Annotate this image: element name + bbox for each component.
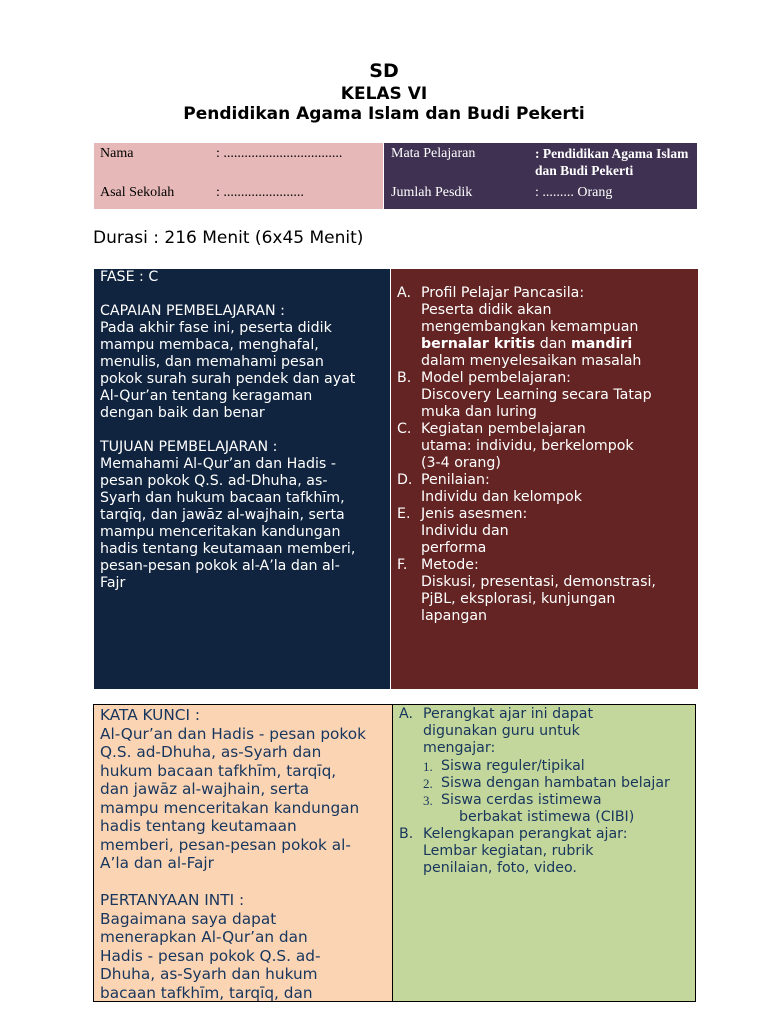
fase-text: FASE : C — [100, 269, 159, 285]
capaian-line: dengan baik dan benar — [100, 405, 265, 421]
class-title: KELAS VI — [340, 84, 428, 104]
pertanyaan-inti-line: Dhuha, as-Syarh dan hukum — [100, 965, 318, 983]
tujuan-line: Fajr — [100, 575, 126, 591]
asal-sekolah-value: : ....................... — [216, 185, 304, 200]
jumlah-pesdik-value: : ......... Orang — [535, 185, 613, 200]
list-line: mengajar: — [423, 740, 496, 756]
list-line: utama: individu, berkelompok — [421, 438, 634, 454]
capaian-line: mampu membaca, menghafal, — [100, 337, 319, 353]
list-line: Siswa cerdas istimewa — [441, 792, 602, 808]
capaian-line: Pada akhir fase ini, peserta didik — [100, 320, 332, 336]
tujuan-line: Memahami Al-Qur’an dan Hadis - — [100, 456, 336, 472]
list-item — [397, 472, 694, 506]
list-line: Perangkat ajar ini dapat — [423, 706, 594, 722]
info-table-right — [384, 143, 697, 209]
list-marker: E. — [397, 506, 411, 522]
list-marker: A. — [399, 706, 413, 722]
list-line: Individu dan kelompok — [421, 489, 582, 505]
capaian-line: pokok surah surah pendek dan ayat — [100, 371, 356, 387]
capaian-tujuan-box — [94, 269, 390, 689]
list-line: Siswa reguler/tipikal — [441, 758, 585, 774]
list-line: Model pembelajaran: — [421, 370, 571, 386]
numbered-item — [423, 775, 693, 792]
numbered-item — [423, 758, 693, 775]
list-marker: F. — [397, 557, 408, 573]
subject-title: Pendidikan Agama Islam dan Budi Pekerti — [183, 104, 585, 124]
capaian-line: Al-Qur’an tentang keragaman — [100, 388, 313, 404]
list-line-part: dan — [535, 336, 571, 352]
tujuan-line: hadis tentang keutamaan memberi, — [100, 541, 356, 557]
tujuan-line: tarqīq, dan jawāz al-wajhain, serta — [100, 507, 345, 523]
list-item — [397, 506, 694, 557]
list-line: Siswa dengan hambatan belajar — [441, 775, 670, 791]
list-line: lapangan — [421, 608, 488, 624]
list-item — [397, 421, 694, 472]
list-item — [397, 285, 694, 370]
duration-text: Durasi : 216 Menit (6x45 Menit) — [93, 228, 364, 248]
kata-kunci-line: mampu menceritakan kandungan — [100, 798, 360, 817]
list-line: Penilaian: — [421, 472, 490, 488]
info-table-left — [94, 143, 383, 209]
kata-kunci-box — [93, 704, 393, 1002]
list-line: Lembar kegiatan, rubrik — [423, 843, 594, 859]
list-line: PjBL, eksplorasi, kunjungan — [421, 591, 616, 607]
list-item — [399, 826, 693, 877]
mapel-value-line2: dan Budi Pekerti — [535, 163, 634, 178]
mapel-label: Mata Pelajaran — [391, 146, 476, 161]
school-level-title: SD — [369, 60, 399, 82]
kata-kunci-heading: KATA KUNCI : — [100, 706, 200, 724]
list-line: digunakan guru untuk — [423, 723, 580, 739]
list-line — [421, 336, 694, 353]
list-item — [397, 370, 694, 421]
tujuan-line: pesan pokok Q.S. ad-Dhuha, as- — [100, 473, 328, 489]
list-line: Kegiatan pembelajaran — [421, 421, 586, 437]
list-marker: B. — [397, 370, 412, 386]
list-line: (3-4 orang) — [421, 455, 501, 471]
pertanyaan-inti-line: Hadis - pesan pokok Q.S. ad- — [100, 946, 321, 965]
capaian-heading: CAPAIAN PEMBELAJARAN : — [100, 303, 285, 319]
nama-value: : .................................. — [216, 146, 343, 161]
list-line: Peserta didik akan — [421, 302, 552, 318]
list-line: Metode: — [421, 557, 479, 573]
mapel-value-line1: : Pendidikan Agama Islam — [535, 146, 689, 161]
list-line: Individu dan — [421, 523, 509, 539]
tujuan-line: pesan-pesan pokok al-A’la dan al- — [100, 558, 340, 574]
list-line: muka dan luring — [421, 404, 537, 420]
list-line: dalam menyelesaikan masalah — [421, 353, 642, 369]
list-marker: D. — [397, 472, 413, 488]
list-marker: C. — [397, 421, 412, 437]
list-item — [397, 557, 694, 625]
bold-text: bernalar kritis — [421, 336, 536, 352]
list-marker: A. — [397, 285, 411, 301]
kata-kunci-line: memberi, pesan-pesan pokok al- — [100, 835, 351, 854]
tujuan-line: Syarh dan hukum bacaan tafkhīm, — [100, 490, 345, 506]
pertanyaan-inti-line: bacaan tafkhīm, tarqīq, dan — [100, 983, 313, 1002]
kata-kunci-line: Q.S. ad-Dhuha, as-Syarh dan — [100, 743, 322, 761]
pertanyaan-inti-heading: PERTANYAAN INTI : — [100, 891, 245, 909]
list-line: Profil Pelajar Pancasila: — [421, 285, 585, 301]
kata-kunci-line: A’la dan al-Fajr — [100, 854, 214, 872]
kata-kunci-line: hukum bacaan tafkhīm, tarqīq, — [100, 761, 337, 780]
list-line: Jenis asesmen: — [421, 506, 528, 522]
list-line: penilaian, foto, video. — [423, 860, 577, 876]
perangkat-ajar-box — [392, 704, 696, 1002]
number-marker: 2. — [423, 776, 433, 791]
numbered-item — [423, 792, 693, 826]
profil-model-box — [391, 269, 698, 689]
pertanyaan-inti-line: menerapkan Al-Qur’an dan — [100, 928, 308, 946]
bold-text: mandiri — [570, 336, 633, 352]
list-line: performa — [421, 540, 487, 556]
asal-sekolah-label: Asal Sekolah — [100, 185, 175, 200]
list-line: Kelengkapan perangkat ajar: — [423, 826, 628, 842]
tujuan-heading: TUJUAN PEMBELAJARAN : — [100, 439, 278, 455]
list-line: mengembangkan kemampuan — [421, 319, 639, 335]
list-line: berbakat istimewa (CIBI) — [459, 809, 635, 825]
kata-kunci-line: Al-Qur’an dan Hadis - pesan pokok — [100, 724, 366, 743]
number-marker: 3. — [423, 793, 433, 808]
nama-label: Nama — [100, 146, 134, 161]
tujuan-line: mampu menceritakan kandungan — [100, 524, 341, 540]
number-marker: 1. — [423, 759, 433, 774]
kata-kunci-line: hadis tentang keutamaan — [100, 817, 297, 835]
pertanyaan-inti-line: Bagaimana saya dapat — [100, 909, 277, 928]
list-marker: B. — [399, 826, 414, 842]
list-line: Discovery Learning secara Tatap — [421, 387, 652, 403]
list-line: Diskusi, presentasi, demonstrasi, — [421, 574, 656, 590]
jumlah-pesdik-label: Jumlah Pesdik — [391, 185, 473, 200]
capaian-line: menulis, dan memahami pesan — [100, 354, 324, 370]
list-item — [399, 706, 693, 826]
kata-kunci-line: dan jawāz al-wajhain, serta — [100, 780, 310, 798]
